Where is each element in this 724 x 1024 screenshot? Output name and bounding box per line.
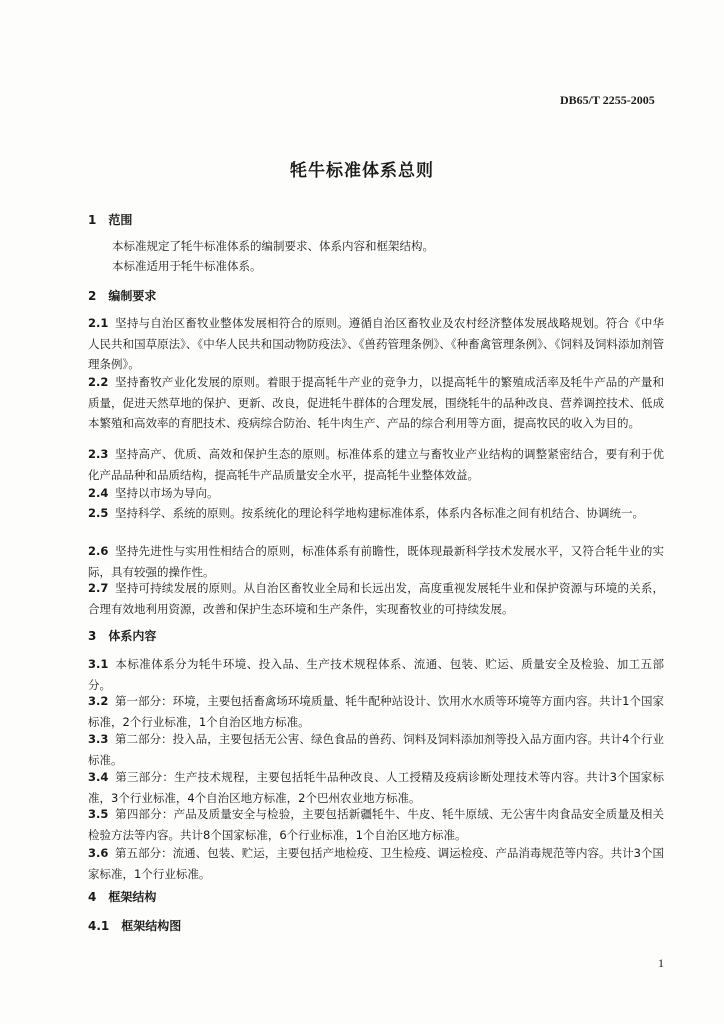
clause-text: 坚持先进性与实用性相结合的原则，标准体系有前瞻性，既体现最新科学技术发展水平，又符合牦牛业的实际，具有较强的操作性。 [88,544,664,579]
clause-number: 2.4 [88,486,109,500]
clause-number: 2.3 [88,447,109,461]
clause-number: 2.5 [88,506,109,520]
clause-text: 坚持科学、系统的原则。按系统化的理论科学地构建标准体系，体系内各标准之间有机结合、协调统一。 [115,506,644,520]
document-code: DB65/T 2255-2005 [560,93,655,107]
clause-number: 2.7 [88,581,109,595]
clause-text: 坚持与自治区畜牧业整体发展相符合的原则。遵循自治区畜牧业及农村经济整体发展战略规划。符合《中华人民共和国草原法》、《中华人民共和国动物防疫法》、《兽药管理条例》、《种畜禽管理条例》、《饲料及饲料添加剂管理条例》。 [88,316,664,371]
clause-2-6 [88,541,664,582]
clause-number: 3.1 [88,657,109,671]
section-1-paragraph-1: 本标准规定了牦牛标准体系的编制要求、体系内容和框架结构。 [112,239,434,253]
clause-2-7 [88,578,664,619]
section-3-heading: 3 体系内容 [88,629,157,643]
section-1-heading: 1 范围 [88,213,133,227]
section-4-heading: 4 框架结构 [88,890,157,904]
clause-number: 3.3 [88,732,109,746]
clause-number: 2.2 [88,375,109,389]
clause-text: 坚持畜牧产业化发展的原则。着眼于提高牦牛产业的竞争力，以提高牦牛的繁殖成活率及牦牛产品的产量和质量，促进天然草地的保护、更新、改良，促进牦牛群体的合理发展，围绕牦牛的品种改良、营养调控技术、低成本繁殖和高效率的育肥技术、疫病综合防治、牦牛肉生产、产品的综合利用等方面，提高牧民的收入为目的。 [88,375,664,430]
clause-number: 3.4 [88,770,109,784]
clause-number: 2.1 [88,316,109,330]
clause-3-5 [88,804,664,845]
clause-text: 坚持高产、优质、高效和保护生态的原则。标准体系的建立与畜牧业产业结构的调整紧密结合，要有利于优化产品品种和品质结构，提高牦牛产品质量安全水平，提高牦牛业整体效益。 [88,447,664,482]
clause-2-3 [88,444,664,485]
clause-3-6 [88,843,664,884]
clause-3-4 [88,767,664,808]
clause-text: 第三部分：生产技术规程，主要包括牦牛品种改良、人工授精及疫病诊断处理技术等内容。共计3个国家标准，3个行业标准，4个自治区地方标准，2个巴州农业地方标准。 [88,770,664,805]
clause-number: 3.2 [88,694,109,708]
clause-text: 第四部分：产品及质量安全与检验，主要包括新疆牦牛、牛皮、牦牛原绒、无公害牛肉食品安全质量及相关检验方法等内容。共计8个国家标准，6个行业标准，1个自治区地方标准。 [88,807,664,842]
clause-number: 3.5 [88,807,109,821]
clause-2-1 [88,313,664,375]
clause-2-4 [88,483,664,504]
document-title: 牦牛标准体系总则 [290,161,434,181]
clause-3-1 [88,654,664,695]
clause-text: 本标准体系分为牦牛环境、投入品、生产技术规程体系、流通、包装、贮运、质量安全及检验、加工五部分。 [88,657,664,692]
clause-text: 第五部分：流通、包装、贮运，主要包括产地检疫、卫生检疫、调运检疫、产品消毒规范等内容。共计3个国家标准，1个行业标准。 [88,846,664,881]
section-1-paragraph-2: 本标准适用于牦牛标准体系。 [112,259,262,273]
clause-text: 第一部分：环境，主要包括畜禽场环境质量、牦牛配种站设计、饮用水水质等环境等方面内容。共计1个国家标准，2个行业标准，1个自治区地方标准。 [88,694,664,729]
clause-number: 2.6 [88,544,109,558]
page-number: 1 [658,956,664,970]
clause-number: 3.6 [88,846,109,860]
clause-text: 坚持以市场为导向。 [115,486,219,500]
clause-3-3 [88,729,664,770]
clause-3-2 [88,691,664,732]
clause-2-2 [88,372,664,434]
section-2-heading: 2 编制要求 [88,289,157,303]
section-4-1-heading: 4.1 框架结构图 [88,919,182,933]
clause-2-5 [88,503,664,524]
clause-text: 坚持可持续发展的原则。从自治区畜牧业全局和长远出发，高度重视发展牦牛业和保护资源与环境的关系，合理有效地利用资源，改善和保护生态环境和生产条件，实现畜牧业的可持续发展。 [88,581,664,616]
clause-text: 第二部分：投入品，主要包括无公害、绿色食品的兽药、饲料及饲料添加剂等投入品方面内容。共计4个行业标准。 [88,732,664,767]
